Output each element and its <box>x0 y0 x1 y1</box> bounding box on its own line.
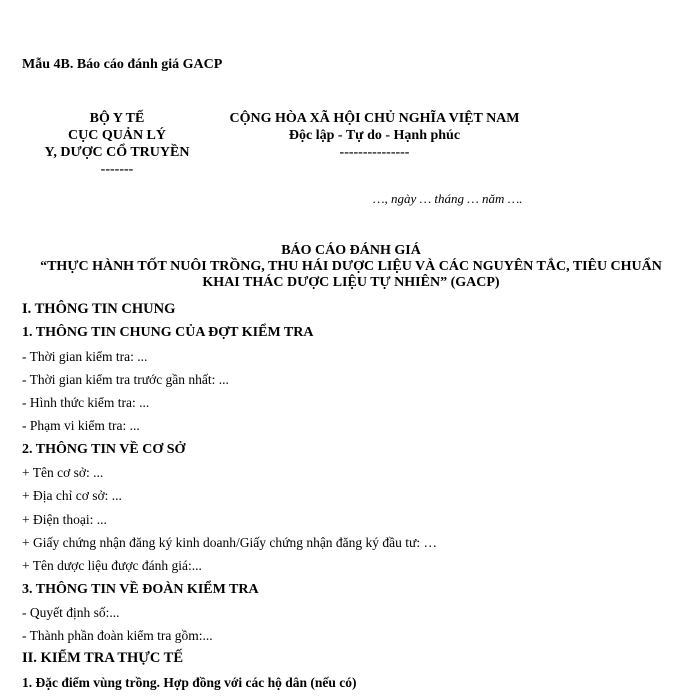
list-item: - Hình thức kiểm tra: ... <box>22 395 150 411</box>
report-title <box>22 243 680 291</box>
list-item: - Thời gian kiểm tra: ... <box>22 348 148 364</box>
agency-ministry: BỘ Y TẾ <box>89 111 145 126</box>
section-inspection-info: 1. THÔNG TIN CHUNG CỦA ĐỢT KIỂM TRA <box>22 325 314 341</box>
report-title-line-2: “THỰC HÀNH TỐT NUÔI TRỒNG, THU HÁI DƯỢC LIỆU VÀ CÁC NGUYÊN TẮC, TIÊU CHUẨN <box>40 259 662 274</box>
report-content <box>22 298 682 694</box>
report-title-line-3: KHAI THÁC DƯỢC LIỆU TỰ NHIÊN” (GACP) <box>202 275 500 290</box>
agency-department-sub: Y, DƯỢC CỔ TRUYỀN <box>44 145 190 160</box>
agency-separator: ------- <box>100 162 134 177</box>
list-item: + Giấy chứng nhận đăng ký kinh doanh/Giấy chứng nhận đăng ký đầu tư: … <box>22 534 437 550</box>
section-general-info: I. THÔNG TIN CHUNG <box>22 301 176 317</box>
list-item: + Địa chỉ cơ sở: ... <box>22 488 122 504</box>
list-item: + Tên dược liệu được đánh giá:... <box>22 558 202 574</box>
list-item: + Tên cơ sở: ... <box>22 465 104 481</box>
national-name: CỘNG HÒA XÃ HỘI CHỦ NGHĨA VIỆT NAM <box>229 111 520 126</box>
section-field-inspection: II. KIỂM TRA THỰC TẾ <box>22 650 184 667</box>
section-inspection-team: 3. THÔNG TIN VỀ ĐOÀN KIỂM TRA <box>22 581 259 597</box>
subsection-growing-area: 1. Đặc điểm vùng trồng. Hợp đồng với các hộ dân (nếu có) <box>22 674 357 690</box>
section-facility-info: 2. THÔNG TIN VỀ CƠ SỞ <box>22 441 186 457</box>
national-separator: --------------- <box>339 145 410 160</box>
list-item: - Thời gian kiểm tra trước gần nhất: ... <box>22 371 229 387</box>
national-slogan: Độc lập - Tự do - Hạnh phúc <box>288 128 461 143</box>
date-line: …, ngày … tháng … năm …. <box>373 191 523 206</box>
list-item: - Phạm vi kiểm tra: ... <box>22 418 140 434</box>
list-item: - Quyết định số:... <box>22 604 120 620</box>
agency-department: CỤC QUẢN LÝ <box>68 128 166 143</box>
form-code: Mẫu 4B. Báo cáo đánh giá GACP <box>22 57 223 72</box>
national-motto <box>222 110 527 161</box>
report-title-line-1: BÁO CÁO ĐÁNH GIÁ <box>281 243 421 258</box>
agency-header <box>22 110 212 178</box>
list-item: + Điện thoại: ... <box>22 511 107 527</box>
list-item: - Thành phần đoàn kiểm tra gồm:... <box>22 628 213 644</box>
